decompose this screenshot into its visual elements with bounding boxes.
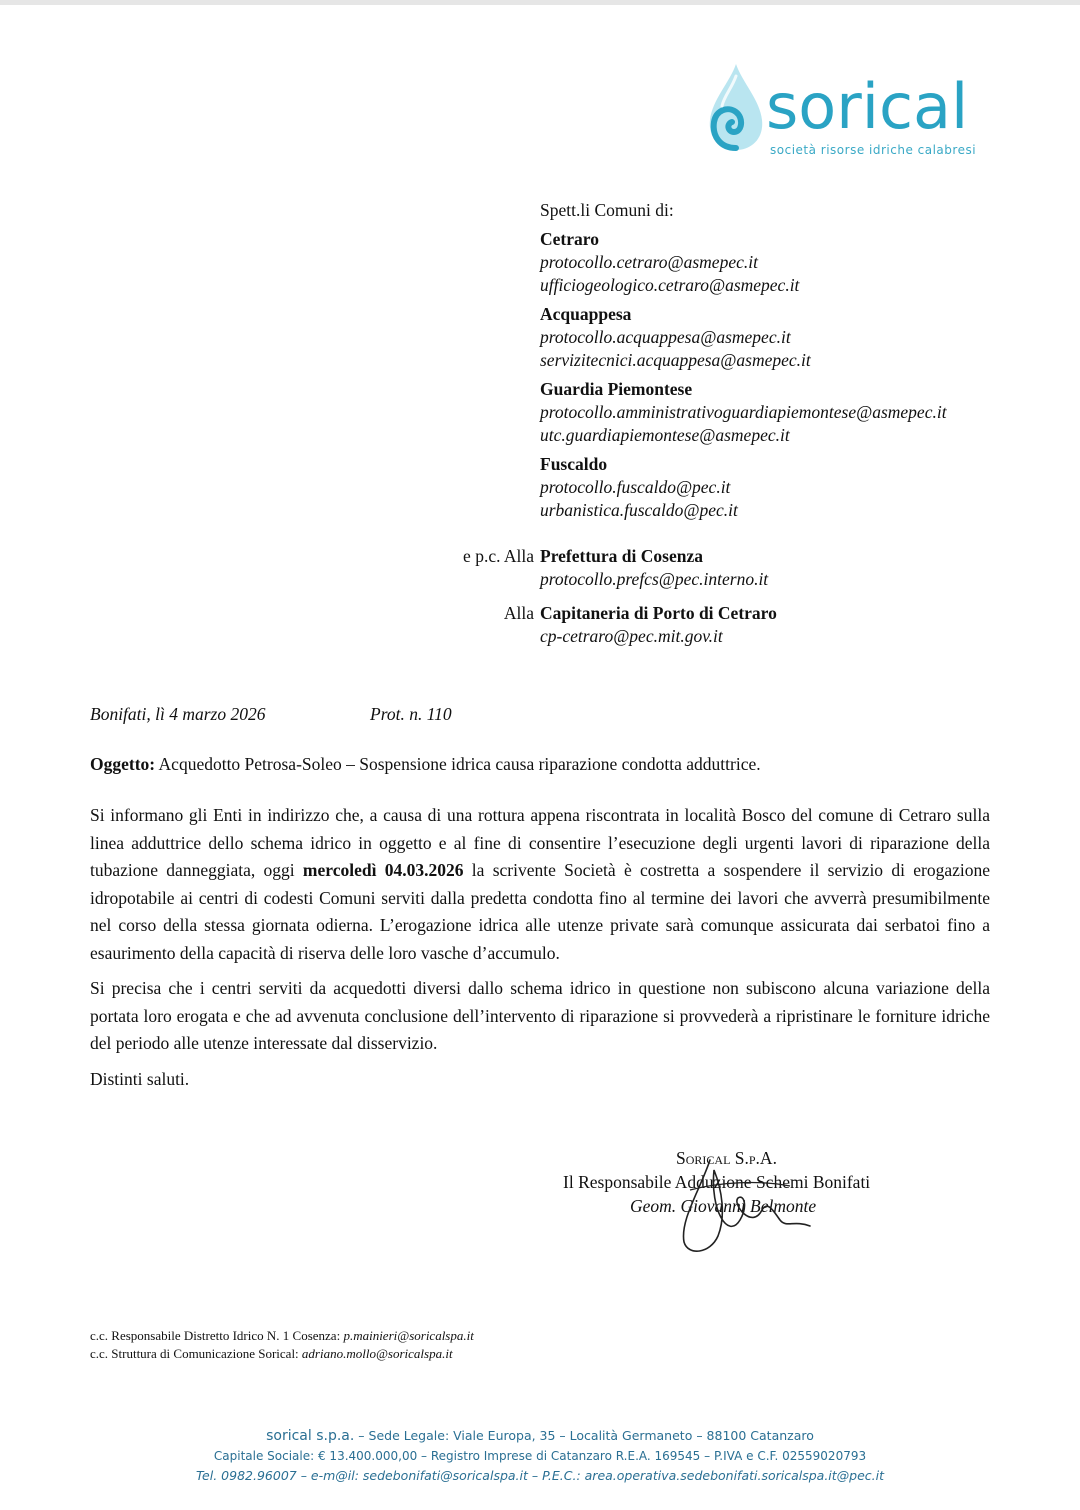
comune-name: Cetraro	[540, 229, 599, 249]
comune-email[interactable]: protocollo.fuscaldo@pec.it	[540, 477, 731, 497]
recipients-block	[540, 199, 947, 528]
handwritten-signature	[670, 1150, 820, 1260]
recipient-comune	[540, 228, 947, 297]
cc-item	[90, 1327, 474, 1345]
comune-email[interactable]: protocollo.cetraro@asmepec.it	[540, 252, 758, 272]
pc-email[interactable]: protocollo.prefcs@pec.interno.it	[540, 569, 769, 589]
footer-line-2: Capitale Sociale: € 13.400.000,00 – Registro Imprese di Catanzaro R.E.A. 169545 – P.IVA e C.F. 02559020793	[213, 1449, 867, 1463]
logo-wordmark: sorical	[766, 70, 969, 143]
recipient-comune	[540, 453, 947, 522]
sorical-logo	[700, 62, 1000, 162]
letter-body	[90, 802, 990, 1101]
protocol-number: Prot. n. 110	[370, 704, 452, 724]
cc-email[interactable]: p.mainieri@soricalspa.it	[343, 1328, 474, 1343]
cc-item	[90, 1345, 474, 1363]
signature-person: Geom. Giovanni Belmonte	[630, 1196, 817, 1216]
signature-role: Il Responsabile Adduzione Schemi Bonifati	[563, 1172, 871, 1192]
footer	[0, 1426, 1080, 1486]
p1-text-after: la scrivente Società è costretta a sospendere il servizio di erogazione idropotabile ai centri di codesti Comuni serviti dalla predetta condotta fino al termine dei lavori che avverrà presumibilmente nel corso della stessa giornata odierna. L’erogazione idrica alle utenze private sarà comunque assicurata dai serbatoi fino a esaurimento della capacità di riserva delle loro vasche d’accumulo.	[90, 860, 990, 963]
paragraph-1	[90, 802, 990, 967]
signature-company: Sorical S.p.A.	[676, 1148, 777, 1168]
comune-email[interactable]: utc.guardiapiemontese@asmepec.it	[540, 425, 790, 445]
footer-address: – Sede Legale: Viale Europa, 35 – Località Germaneto – 88100 Catanzaro	[354, 1428, 814, 1443]
footer-line-3: Tel. 0982.96007 – e-m@il: sedebonifati@soricalspa.it – P.E.C.: area.operativa.sedebonifati.soricalspa.it@pec.it	[195, 1468, 885, 1483]
pc-name: Prefettura di Cosenza	[540, 546, 703, 566]
pc-recipient-prefettura	[463, 545, 769, 591]
pc-recipient-capitaneria	[503, 602, 777, 648]
logo-tagline: società risorse idriche calabresi	[770, 143, 977, 157]
comune-email[interactable]: urbanistica.fuscaldo@pec.it	[540, 500, 738, 520]
p1-date-bold: mercoledì 04.03.2026	[302, 860, 464, 880]
comune-name: Acquappesa	[540, 304, 632, 324]
comune-email[interactable]: servizitecnici.acquappesa@asmepec.it	[540, 350, 811, 370]
cc-email[interactable]: adriano.mollo@soricalspa.it	[301, 1346, 453, 1361]
subject-line	[90, 754, 761, 775]
water-drop-spiral-icon	[700, 62, 770, 152]
top-edge	[0, 0, 1080, 5]
comune-email[interactable]: protocollo.amministrativoguardiapiemontese@asmepec.it	[540, 402, 947, 422]
subject-label: Oggetto:	[90, 754, 156, 774]
cc-list	[90, 1327, 474, 1363]
place-date: Bonifati, lì 4 marzo 2026	[90, 704, 266, 724]
pc-prefix: Alla	[503, 603, 534, 623]
comune-name: Guardia Piemontese	[540, 379, 693, 399]
pc-prefix: e p.c. Alla	[463, 546, 534, 566]
pc-email[interactable]: cp-cetraro@pec.mit.gov.it	[540, 626, 723, 646]
comune-email[interactable]: ufficiogeologico.cetraro@asmepec.it	[540, 275, 800, 295]
paragraph-2: Si precisa che i centri serviti da acquedotti diversi dallo schema idrico in questione non subiscono alcuna variazione della portata loro erogata e che ad avvenuta conclusione dell’intervento di riparazione si provvederà a ripristinare le forniture idriche del periodo alle utenze interessate dal disservizio.	[90, 978, 990, 1053]
footer-brand: sorical s.p.a.	[266, 1428, 355, 1444]
recipients-intro: Spett.li Comuni di:	[540, 200, 674, 220]
cc-label: c.c. Struttura di Comunicazione Sorical:	[90, 1346, 302, 1361]
p1-text-before: Si informano gli Enti in indirizzo che, a causa di una rottura appena riscontrata in località Bosco del comune di Cetraro sulla linea adduttrice dello schema idrico in oggetto e al fine di consentire l’esecuzione degli urgenti lavori di riparazione della tubazione danneggiata, oggi	[90, 805, 990, 880]
recipient-comune	[540, 378, 947, 447]
date-line	[90, 704, 452, 725]
closing: Distinti saluti.	[90, 1068, 190, 1089]
subject-text: Acquedotto Petrosa-Soleo – Sospensione idrica causa riparazione condotta adduttrice.	[155, 754, 761, 774]
comune-name: Fuscaldo	[540, 454, 608, 474]
pc-name: Capitaneria di Porto di Cetraro	[540, 603, 777, 623]
recipient-comune	[540, 303, 947, 372]
cc-label: c.c. Responsabile Distretto Idrico N. 1 Cosenza:	[90, 1328, 344, 1343]
footer-line-1	[0, 1426, 1080, 1446]
comune-email[interactable]: protocollo.acquappesa@asmepec.it	[540, 327, 791, 347]
